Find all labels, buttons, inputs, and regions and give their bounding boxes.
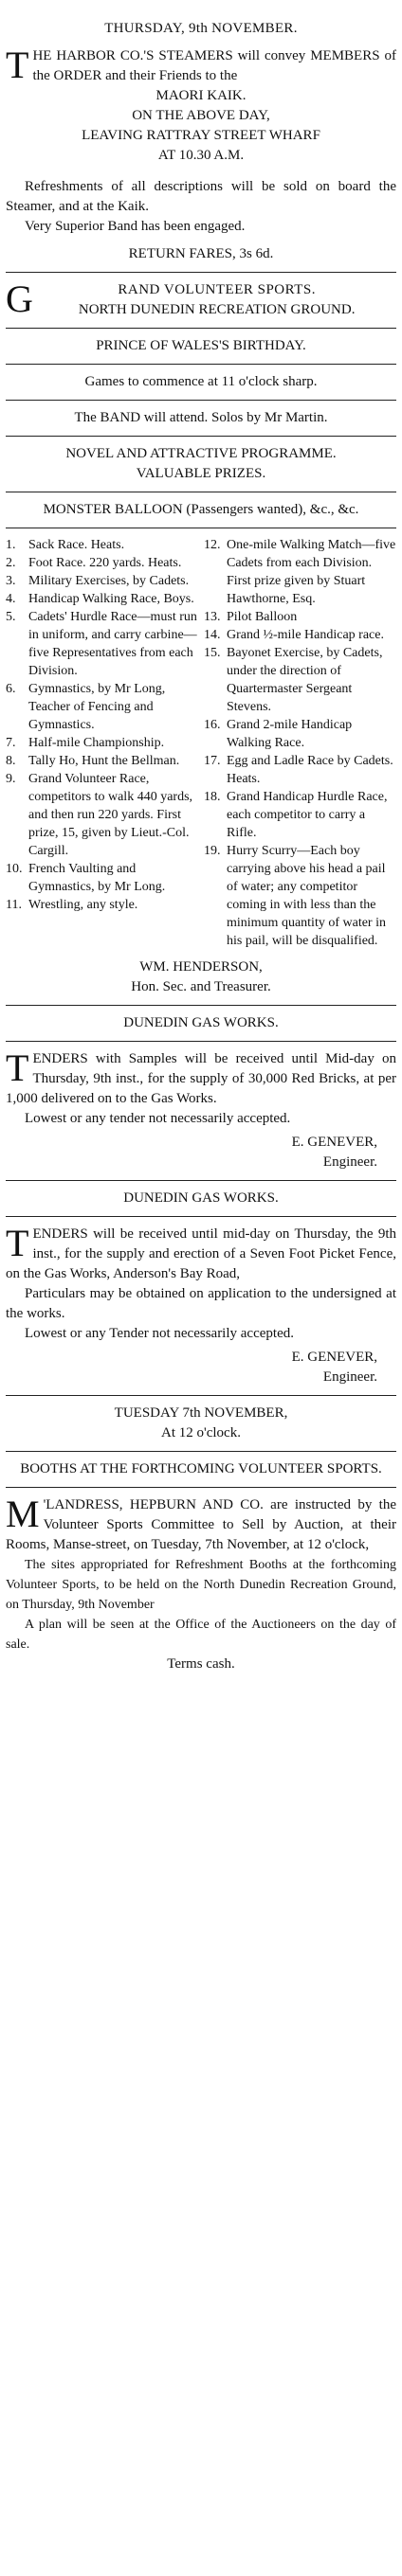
band-attend: The BAND will attend. Solos by Mr Martin.: [74, 410, 328, 425]
gas-works-fence-advertisement: [6, 1189, 396, 1387]
steamer-body: HE HARBOR CO.'S STEAMERS will convey MEMBERS of the ORDER and their Friends to the: [32, 48, 396, 83]
novel-programme: NOVEL AND ATTRACTIVE PROGRAMME.: [65, 446, 337, 461]
divider: [6, 1216, 396, 1217]
return-fares: RETURN FARES, 3s 6d.: [128, 246, 274, 261]
auction-body: 'LANDRESS, HEPBURN AND CO. are instructed by the Volunteer Sports Committee to Sell by Auction, at their Rooms, Manse-street, on Tuesday, 7th November, at 12 o'clock,: [6, 1497, 396, 1552]
ground-title: NORTH DUNEDIN RECREATION GROUND.: [78, 302, 356, 317]
terms-text: Terms cash.: [167, 1656, 235, 1672]
list-item: 16. Grand 2-mile Handicap Walking Race.: [204, 718, 353, 750]
gas-works-bricks-advertisement: [6, 1013, 396, 1172]
events-left-column: [6, 536, 198, 950]
signature-title: Engineer.: [322, 1369, 377, 1385]
band-text: Very Superior Band has been engaged.: [25, 219, 246, 234]
list-item: 3. Military Exercises, by Cadets.: [6, 574, 190, 588]
games-time: Games to commence at 11 o'clock sharp.: [84, 374, 318, 389]
plan-text: A plan will be seen at the Office of the Auctioneers on the day of sale.: [6, 1618, 396, 1652]
divider: [6, 1451, 396, 1452]
steamer-advertisement: [6, 19, 396, 264]
drop-cap: T: [6, 1222, 29, 1264]
list-item: 11. Wrestling, any style.: [6, 898, 138, 912]
ad-header-date: THURSDAY, 9th NOVEMBER.: [104, 21, 298, 36]
divider: [6, 1180, 396, 1181]
list-item: 5. Cadets' Hurdle Race—must run in uniform, and carry carbine—five Representatives from each Division.: [6, 610, 197, 678]
divider: [6, 436, 396, 437]
wharf-line: LEAVING RATTRAY STREET WHARF: [82, 128, 320, 143]
list-item: 17. Egg and Ladle Race by Cadets. Heats.: [204, 754, 393, 786]
signature-name: WM. HENDERSON,: [139, 959, 263, 975]
auction-paragraph: [6, 1495, 396, 1555]
divider: [6, 272, 396, 273]
sports-title: G RAND VOLUNTEER SPORTS.: [6, 277, 316, 320]
list-item: 18. Grand Handicap Hurdle Race, each competitor to carry a Rifle.: [204, 790, 388, 840]
steamer-paragraph: [6, 46, 396, 86]
auction-date: TUESDAY 7th NOVEMBER,: [114, 1405, 288, 1421]
list-item: 2. Foot Race. 220 yards. Heats.: [6, 556, 182, 570]
list-item: 14. Grand ½-mile Handicap race.: [204, 628, 384, 642]
list-item: 15. Bayonet Exercise, by Cadets, under the direction of Quartermaster Sergeant Stevens.: [204, 646, 383, 714]
gas-works-header: DUNEDIN GAS WORKS.: [123, 1015, 279, 1030]
lowest-tender: Lowest or any Tender not necessarily accepted.: [25, 1326, 294, 1341]
auction-time: At 12 o'clock.: [161, 1425, 241, 1440]
drop-cap: M: [6, 1493, 40, 1535]
divider: [6, 1005, 396, 1006]
birthday-title: PRINCE OF WALES'S BIRTHDAY.: [96, 338, 306, 353]
refreshments-text: Refreshments of all descriptions will be sold on board the Steamer, and at the Kaik.: [6, 179, 396, 214]
tender-paragraph: [6, 1046, 396, 1109]
day-line: ON THE ABOVE DAY,: [132, 108, 270, 123]
list-item: 7. Half-mile Championship.: [6, 736, 165, 750]
list-item: 12. One-mile Walking Match—five Cadets from each Division. First prize given by Stuart Hawthorne, Esq.: [204, 538, 396, 606]
divider: [6, 328, 396, 329]
list-item: 4. Handicap Walking Race, Boys.: [6, 592, 194, 606]
list-item: 6. Gymnastics, by Mr Long, Teacher of Fencing and Gymnastics.: [6, 682, 166, 732]
list-item: 1. Sack Race. Heats.: [6, 538, 125, 552]
drop-cap: G: [6, 277, 34, 320]
newspaper-page: [6, 0, 396, 1674]
drop-cap: T: [6, 1046, 29, 1089]
monster-balloon: MONSTER BALLOON (Passengers wanted), &c., &c.: [43, 502, 359, 517]
list-item: 19. Hurry Scurry—Each boy carrying above his head a pail of water; any competitor coming in with less than the minimum quantity of water in his pail, will be disqualified.: [204, 844, 386, 948]
list-item: 13. Pilot Balloon: [204, 610, 298, 624]
sites-text: The sites appropriated for Refreshment Booths at the forthcoming Volunteer Sports, to be held on the North Dunedin Recreation Ground, on Thursday, 9th November: [6, 1558, 396, 1612]
divider: [6, 400, 396, 401]
volunteer-sports-advertisement: [6, 277, 396, 997]
list-item: 10. French Vaulting and Gymnastics, by Mr Long.: [6, 862, 166, 894]
tender-body: ENDERS will be received until mid-day on Thursday, the 9th inst., for the supply and erection of a Seven Foot Picket Fence, on the Gas Works, Anderson's Bay Road,: [6, 1226, 396, 1281]
divider: [6, 364, 396, 365]
valuable-prizes: VALUABLE PRIZES.: [136, 466, 266, 481]
divider: [6, 1395, 396, 1396]
time-line: AT 10.30 A.M.: [157, 148, 245, 163]
tender-paragraph: [6, 1222, 396, 1284]
signature-name: E. GENEVER,: [291, 1135, 377, 1150]
gas-works-header: DUNEDIN GAS WORKS.: [123, 1190, 279, 1206]
destination-line: MAORI KAIK.: [155, 88, 247, 103]
tender-body: ENDERS with Samples will be received until Mid-day on Thursday, 9th inst., for the supply of 30,000 Red Bricks, at per 1,000 delivered on to the Gas Works.: [6, 1051, 396, 1106]
events-right-column: [204, 536, 396, 950]
lowest-tender: Lowest or any tender not necessarily accepted.: [25, 1111, 291, 1126]
signature-name: E. GENEVER,: [291, 1350, 377, 1365]
signature-title: Engineer.: [322, 1154, 377, 1170]
list-item: 9. Grand Volunteer Race, competitors to walk 440 yards, and then run 220 yards. First prize, 15, given by Lieut.-Col. Cargill.: [6, 772, 193, 858]
list-item: 8. Tally Ho, Hunt the Bellman.: [6, 754, 180, 768]
particulars-text: Particulars may be obtained on application to the undersigned at the works.: [6, 1286, 396, 1321]
divider: [6, 1487, 396, 1488]
drop-cap: T: [6, 44, 29, 86]
signature-title: Hon. Sec. and Treasurer.: [131, 979, 271, 994]
booths-auction-advertisement: [6, 1404, 396, 1674]
divider: [6, 1041, 396, 1042]
events-list: [6, 536, 396, 950]
booths-title: BOOTHS AT THE FORTHCOMING VOLUNTEER SPORTS.: [20, 1461, 382, 1476]
